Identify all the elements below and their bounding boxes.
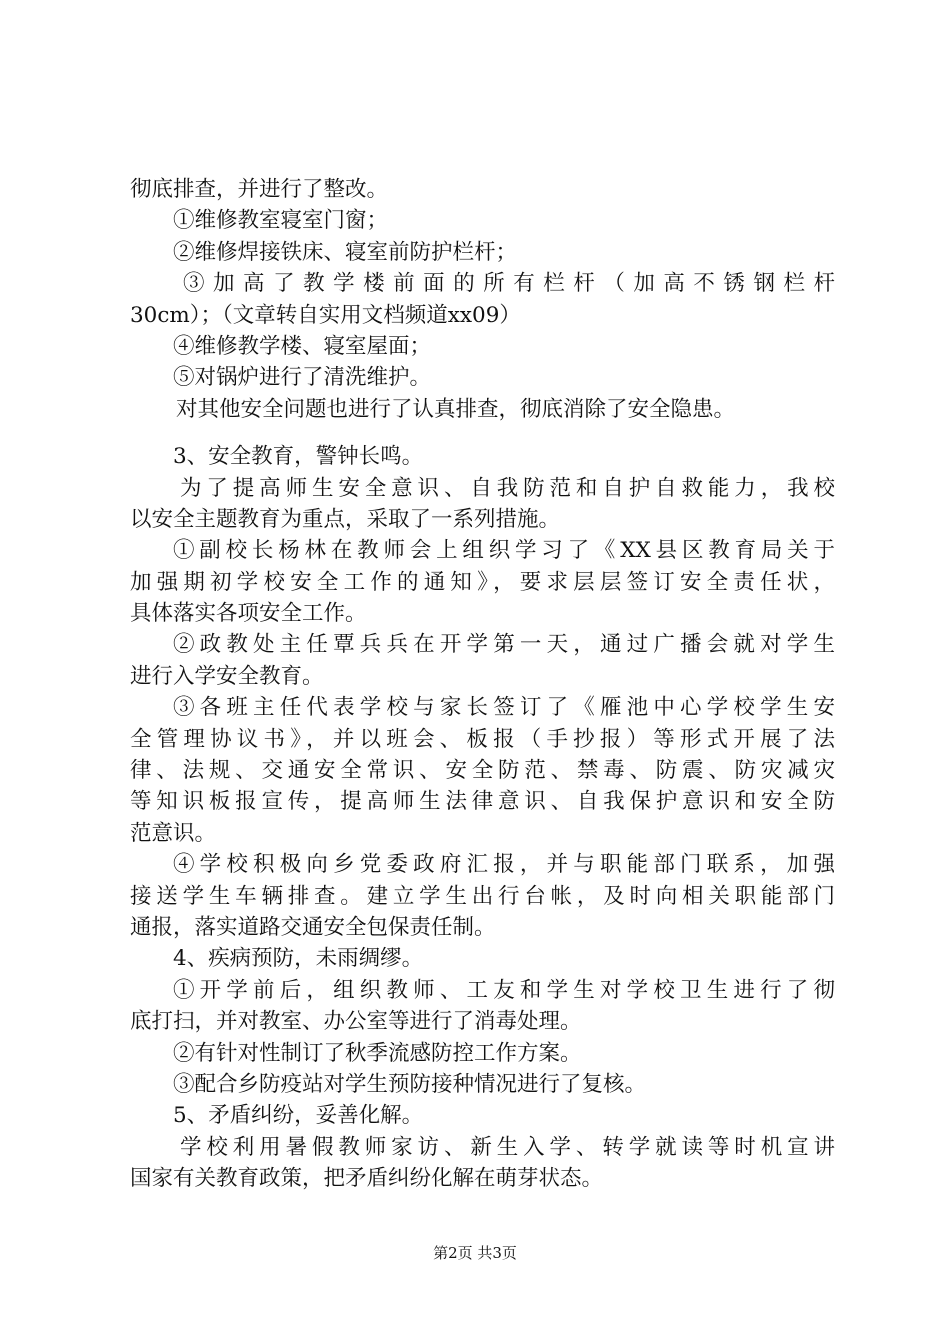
- list-item-line: ③加高了教学楼前面的所有栏杆（加高不锈钢栏杆: [183, 271, 835, 297]
- paragraph-line: 对其他安全问题也进行了认真排查，彻底消除了安全隐患。: [176, 396, 736, 422]
- list-item-line: ①副校长杨林在教师会上组织学习了《XX县区教育局关于: [173, 538, 835, 564]
- list-item-line: ②有针对性制订了秋季流感防控工作方案。: [173, 1040, 582, 1066]
- paragraph-line: 为了提高师生安全意识、自我防范和自护自救能力，我校: [180, 475, 835, 501]
- list-item-line: ①维修教室寝室门窗；: [173, 208, 389, 234]
- list-item-line: ②维修焊接铁床、寝室前防护栏杆；: [173, 239, 518, 265]
- list-item-line: ③各班主任代表学校与家长签订了《雁池中心学校学生安: [173, 695, 835, 721]
- section-heading: 3、安全教育，警钟长鸣。: [173, 444, 424, 470]
- list-item-line: 全管理协议书》，并以班会、板报（手抄报）等形式开展了法: [130, 726, 835, 752]
- document-body: [130, 174, 835, 1195]
- section-heading: 4、疾病预防，未雨绸缪。: [173, 946, 424, 972]
- section-heading: 5、矛盾纠纷，妥善化解。: [173, 1103, 424, 1129]
- paragraph-line: 彻底排查，并进行了整改。: [130, 177, 389, 202]
- list-item-line: 范意识。: [130, 820, 217, 846]
- paragraph-line: 以安全主题教育为重点，采取了一系列措施。: [130, 506, 561, 532]
- list-item-line: 进行入学安全教育。: [130, 663, 324, 689]
- list-item-line: ③配合乡防疫站对学生预防接种情况进行了复核。: [173, 1071, 647, 1097]
- list-item-line: ④学校积极向乡党委政府汇报，并与职能部门联系，加强: [173, 852, 835, 878]
- list-item-line: 具体落实各项安全工作。: [130, 601, 367, 627]
- list-item-line: 加强期初学校安全工作的通知》，要求层层签订安全责任状，: [130, 569, 835, 595]
- list-item-line: 律、法规、交通安全常识、安全防范、禁毒、防震、防灾减灾: [130, 758, 835, 784]
- paragraph-line: 国家有关教育政策，把矛盾纠纷化解在萌芽状态。: [130, 1166, 604, 1192]
- list-item-line: ②政教处主任覃兵兵在开学第一天，通过广播会就对学生: [173, 632, 835, 658]
- list-item-line: 30cm）；（文章转自实用文档频道xx09）: [130, 302, 521, 328]
- list-item-line: ④维修教学楼、寝室屋面；: [173, 333, 432, 359]
- list-item-line: ⑤对锅炉进行了清洗维护。: [173, 365, 432, 391]
- list-item-line: 接送学生车辆排查。建立学生出行台帐，及时向相关职能部门: [130, 883, 835, 909]
- list-item-line: 等知识板报宣传，提高师生法律意识、自我保护意识和安全防: [130, 789, 835, 815]
- list-item-line: 底打扫，并对教室、办公室等进行了消毒处理。: [130, 1009, 582, 1035]
- page-number-footer: 第2页 共3页: [433, 1244, 517, 1262]
- paragraph-gap: [130, 425, 835, 441]
- list-item-line: ①开学前后，组织教师、工友和学生对学校卫生进行了彻: [173, 977, 835, 1003]
- paragraph-line: 学校利用暑假教师家访、新生入学、转学就读等时机宣讲: [180, 1134, 835, 1160]
- list-item-line: 通报，落实道路交通安全包保责任制。: [130, 914, 496, 940]
